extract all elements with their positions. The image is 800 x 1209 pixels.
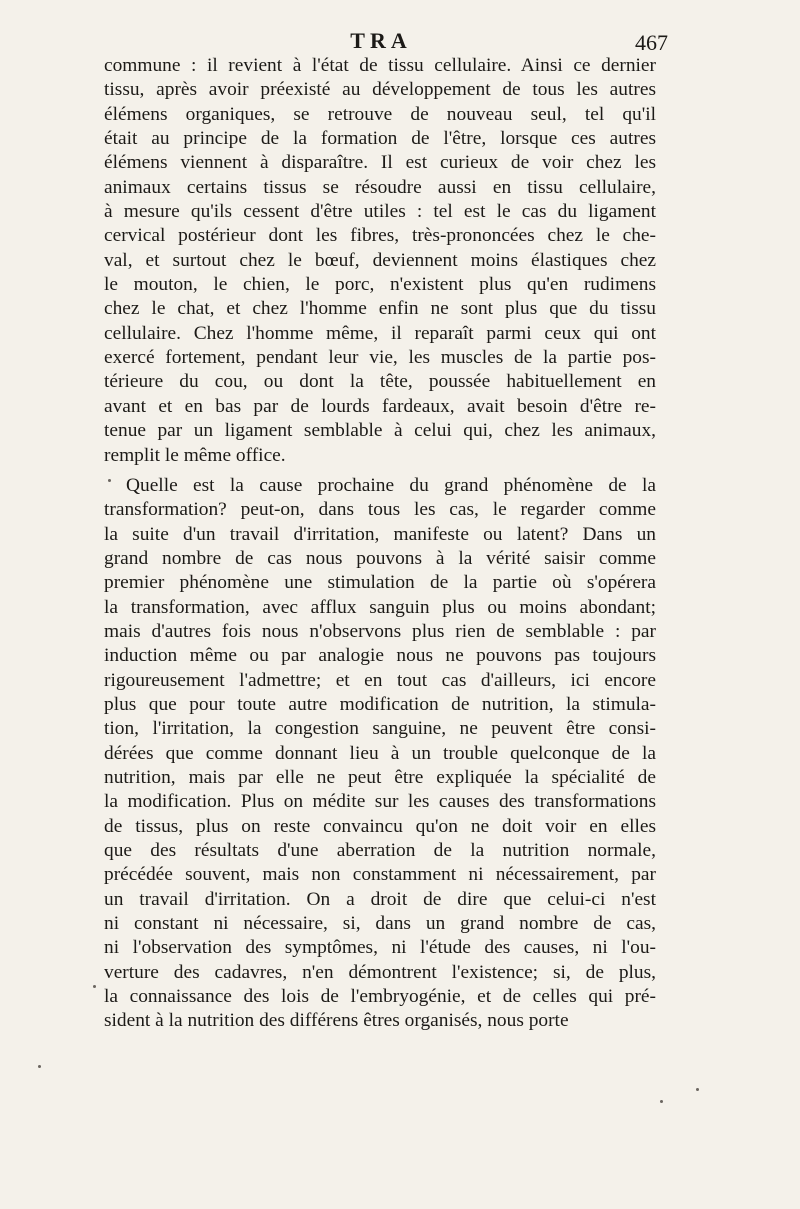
text-line: tion, l'irritation, la congestion sanguine, ne peuvent être consi-	[104, 718, 656, 740]
ink-speck	[660, 1100, 663, 1103]
text-line: exercé fortement, pendant leur vie, les muscles de la partie pos-	[104, 347, 656, 369]
page-number: 467	[635, 30, 668, 55]
running-title: TRA	[350, 28, 412, 53]
text-line: mais d'autres fois nous n'observons plus rien de semblable : par	[104, 620, 656, 642]
text-line: cellulaire. Chez l'homme même, il reparaît parmi ceux qui ont	[104, 322, 656, 344]
text-line: élémens organiques, se retrouve de nouveau seul, tel qu'il	[104, 103, 656, 125]
body-text	[104, 54, 656, 1034]
text-line: de tissus, plus on reste convaincu qu'on ne doit voir en elles	[104, 815, 656, 837]
text-line: animaux certains tissus se résoudre aussi en tissu cellulaire,	[104, 176, 656, 198]
text-line: Quelle est la cause prochaine du grand phénomène de la	[126, 474, 656, 496]
paragraph	[104, 474, 656, 1034]
text-line: premier phénomène une stimulation de la partie où s'opérera	[104, 572, 656, 594]
ink-speck	[93, 985, 96, 988]
text-line: la modification. Plus on médite sur les causes des transformations	[104, 791, 656, 813]
text-line: que des résultats d'une aberration de la nutrition normale,	[104, 840, 656, 861]
paragraph	[104, 54, 656, 468]
text-line: était au principe de la formation de l'être, lorsque ces autres	[104, 128, 656, 150]
text-line: verture des cadavres, n'en démontrent l'existence; si, de plus,	[104, 961, 656, 983]
text-line: grand nombre de cas nous pouvons à la vérité saisir comme	[104, 547, 656, 569]
text-line: tissu, après avoir préexisté au développement de tous les autres	[104, 79, 656, 101]
ink-speck	[108, 479, 111, 482]
text-line: la connaissance des lois de l'embryogénie, et de celles qui pré-	[104, 986, 656, 1008]
text-line: remplit le même office.	[104, 444, 286, 466]
text-line: à mesure qu'ils cessent d'être utiles : tel est le cas du ligament	[104, 201, 656, 223]
text-line: cervical postérieur dont les fibres, très-prononcées chez le che-	[104, 225, 656, 247]
text-line: transformation? peut-on, dans tous les cas, le regarder comme	[104, 499, 656, 521]
text-line: avant et en bas par de lourds fardeaux, avait besoin d'être re-	[104, 395, 656, 417]
text-line: val, et surtout chez le bœuf, deviennent moins élastiques chez	[104, 249, 656, 271]
text-line: commune : il revient à l'état de tissu cellulaire. Ainsi ce dernier	[104, 55, 656, 76]
text-line: dérées que comme donnant lieu à un trouble quelconque de la	[104, 742, 656, 764]
ink-speck	[38, 1065, 41, 1068]
text-line: nutrition, mais par elle ne peut être expliquée la spécialité de	[104, 766, 656, 788]
text-line: térieure du cou, ou dont la tête, poussée habituellement en	[104, 371, 656, 393]
text-line: rigoureusement l'admettre; et en tout cas d'ailleurs, ici encore	[104, 669, 656, 691]
text-line: sident à la nutrition des différens êtres organisés, nous porte	[104, 1010, 569, 1032]
text-line: le mouton, le chien, le porc, n'existent plus qu'en rudimens	[104, 274, 656, 296]
text-line: chez le chat, et chez l'homme enfin ne sont plus que du tissu	[104, 298, 656, 320]
text-line: ni constant ni nécessaire, si, dans un grand nombre de cas,	[104, 913, 656, 935]
text-line: tenue par un ligament semblable à celui qui, chez les animaux,	[104, 420, 656, 442]
text-line: induction même ou par analogie nous ne pouvons pas toujours	[104, 645, 656, 667]
text-line: élémens viennent à disparaître. Il est curieux de voir chez les	[104, 152, 656, 174]
ink-speck	[696, 1088, 699, 1091]
text-line: précédée souvent, mais non constamment ni nécessairement, par	[104, 864, 656, 886]
text-line: la transformation, avec afflux sanguin plus ou moins abondant;	[104, 596, 656, 618]
text-line: la suite d'un travail d'irritation, manifeste ou latent? Dans un	[104, 523, 656, 545]
text-line: ni l'observation des symptômes, ni l'étude des causes, ni l'ou-	[104, 937, 656, 959]
text-line: un travail d'irritation. On a droit de dire que celui-ci n'est	[104, 888, 656, 910]
text-line: plus que pour toute autre modification de nutrition, la stimula-	[104, 693, 656, 715]
